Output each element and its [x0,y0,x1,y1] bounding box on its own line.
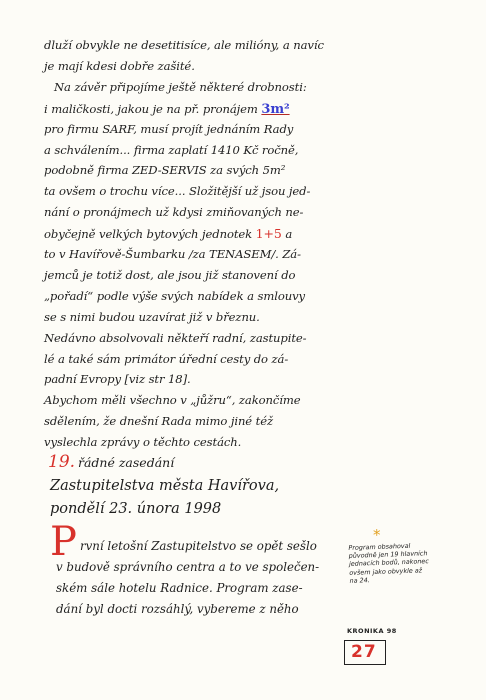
text-line [44,142,299,157]
text-line [44,267,296,282]
drop-cap: P [50,519,77,565]
text-line [44,58,195,73]
text-line [44,374,191,386]
text-line [44,309,260,324]
session-heading-line3: pondělí 23. února 1998 [50,501,222,517]
text-segment: Nedávno absolvovali někteří radní, zastupite- [44,330,307,345]
text-line [44,351,289,366]
side-note-line: ovšem jako obvykle až [349,565,423,577]
paragraph2-line: dání byl docti rozsáhlý, vybereme z něho [56,602,299,616]
side-note-line: na 24. [349,576,370,585]
text-line [44,395,301,407]
highlight-red: 1+5 [255,226,282,242]
text-segment: sdělením, že dnešní Rada mimo jiné též [44,414,273,429]
text-line [44,437,241,449]
side-note-line: původně jen 19 hlavních [348,549,428,561]
side-note-line: Program obsahoval [348,541,411,552]
text-segment: i maličkosti, jakou je na př. pronájem [44,101,262,116]
page-number: 27 [351,642,377,662]
text-segment: podobně firma ZED-SERVIS za svých 5m² [44,163,286,178]
side-note [348,540,459,585]
text-segment: pro firmu SARF, musí projít jednáním Rady [44,121,294,136]
text-line [54,79,307,94]
text-line [44,416,273,428]
highlight-blue: 3m² [261,101,290,117]
text-segment: Abychom měli všechno v „jůžru“, zakončíme [44,393,301,408]
text-segment: jemců je totiž dost, ale jsou již stanovení do [44,267,296,282]
text-segment: je mají kdesi dobře zašité. [44,58,195,73]
text-segment: se s nimi budou uzavírat již v březnu. [44,309,260,324]
text-segment: a [281,227,293,242]
text-segment: Na závěr připojíme ještě některé drobnosti: [54,79,307,94]
text-segment: „pořadí“ podle výše svých nabídek a smlouvy [44,288,305,303]
text-line [44,207,303,219]
paragraph2-line: ském sále hotelu Radnice. Program zase- [56,581,303,595]
text-segment: vyslechla zprávy o těchto cestách. [44,435,242,450]
session-heading-line1: řádné zasedání [78,455,175,470]
text-segment: ta ovšem o trochu více... Složitější už jsou jed- [44,184,311,199]
session-heading-line2: Zastupitelstva města Havířova, [50,478,280,494]
text-line [44,288,305,303]
chronicle-label: KRONIKA 98 [347,627,397,635]
text-line [44,103,290,116]
text-line [44,330,307,345]
text-line [44,165,285,177]
text-segment: to v Havířově-Šumbarku /za TENASEM/. Zá- [44,247,301,261]
text-line [44,121,294,136]
side-note-line: jednacích bodů, nakonec [348,557,429,569]
paragraph2-line: rvní letošní Zastupitelstvo se opět sešlo [80,539,317,553]
text-segment: padní Evropy [viz str 18]. [44,372,191,387]
text-segment: lé a také sám primátor úřední cesty do zá- [44,351,289,366]
text-line [44,186,310,198]
text-line [44,249,301,261]
text-line [44,228,292,241]
text-segment: obyčejně velkých bytových jednotek [44,227,256,242]
text-line [44,40,324,52]
text-segment: a schválením... firma zaplatí 1410 Kč ročně, [44,142,299,157]
session-number: 19. [48,452,76,472]
note-asterisk-icon: * [373,526,381,544]
text-segment: dluží obvykle ne desetitisíce, ale milióny, a navíc [44,38,324,52]
paragraph2-line: v budově správního centra a to ve společen- [56,560,320,574]
text-segment: nání o pronájmech už kdysi zmiňovaných ne- [44,205,304,220]
